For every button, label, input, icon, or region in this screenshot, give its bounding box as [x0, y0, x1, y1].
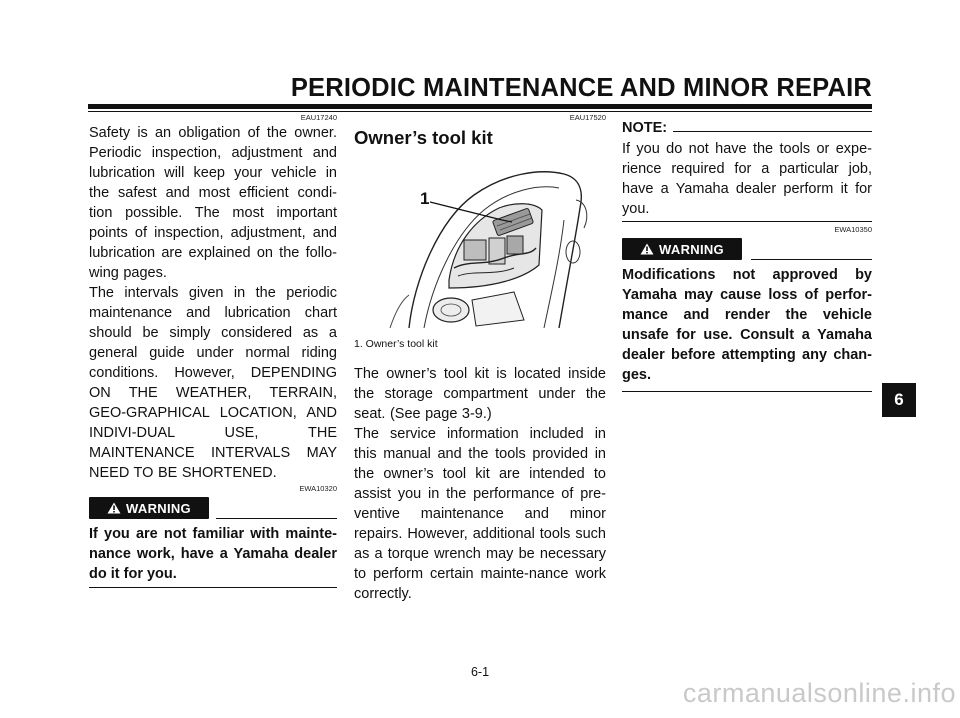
note-text: If you do not have the tools or expe-rience required for a particular job, have a Yamaha dealer perform it for you. [622, 141, 872, 217]
intro-paragraph: Safety is an obligation of the owner. Periodic inspection, adjustment and lubrication will keep your vehicle in the safest and most efficient condi-tion possible. The most important points of inspection, adjustment, and lubrication are explained on the follo-wing pages. [89, 125, 337, 281]
column-2 [354, 112, 606, 604]
warning-triangle-icon [107, 502, 121, 514]
warning-code: EWA10350 [834, 225, 872, 234]
figure-callout-label: 1 [420, 189, 430, 208]
warning-label: WARNING [126, 500, 191, 516]
warning-end-rule [622, 391, 872, 392]
motorcycle-seat-illustration [354, 160, 606, 328]
note-end-rule [622, 221, 872, 222]
note-header [622, 117, 872, 139]
section-code: EAU17240 [300, 113, 337, 122]
warning-rule [216, 518, 337, 519]
column-1 [89, 112, 337, 588]
note-rule [673, 131, 872, 132]
note-label: NOTE: [622, 120, 668, 136]
page-number: 6-1 [470, 665, 490, 679]
section-title: Owner’s tool kit [354, 127, 493, 148]
warning-rule [751, 259, 872, 260]
header-rule [88, 104, 872, 109]
warning-label: WARNING [659, 241, 724, 257]
warning-code: EWA10320 [299, 484, 337, 493]
warning-text: If you are not familiar with mainte-nance work, have a Yamaha dealer do it for you. [89, 526, 337, 582]
watermark: carmanualsonline.info [682, 678, 956, 708]
section-code: EAU17520 [569, 113, 606, 122]
service-info-paragraph: The service information included in this manual and the tools provided in the owner’s tool kit are intended to assist you in the performance of pre-ventive maintenance and minor repairs. However, additional tools such as a torque wrench may be necessary to perform certain mainte-nance work correctly. [354, 426, 606, 602]
page-title: PERIODIC MAINTENANCE AND MINOR REPAIR [290, 74, 872, 102]
warning-badge [89, 497, 209, 519]
figure-caption: 1. Owner’s tool kit [354, 338, 438, 350]
chapter-tab: 6 [882, 383, 916, 417]
warning-triangle-icon [640, 243, 654, 255]
intervals-paragraph: The intervals given in the periodic maintenance and lubrication chart should be simply considered as a general guide under normal riding conditions. However, DEPENDING ON THE WEATHER, TERRAIN, GEO-GRAPHICAL LOCATION, AND INDIVI-DUAL USE, THE MAINTENANCE INTERVALS MAY NEED TO BE SHORTENED. [89, 285, 337, 481]
warning-header [89, 496, 337, 524]
column-3 [622, 117, 872, 392]
tool-kit-location-paragraph: The owner’s tool kit is located inside the storage compartment under the seat. (See page 3-9.) [354, 366, 606, 422]
warning-text: Modifications not approved by Yamaha may cause loss of perfor-mance and render the vehicle unsafe for use. Consult a Yamaha dealer before attempting any chan-ges. [622, 267, 872, 383]
warning-end-rule [89, 587, 337, 588]
warning-badge [622, 238, 742, 260]
warning-header [622, 237, 872, 265]
tool-kit-figure [354, 160, 606, 328]
